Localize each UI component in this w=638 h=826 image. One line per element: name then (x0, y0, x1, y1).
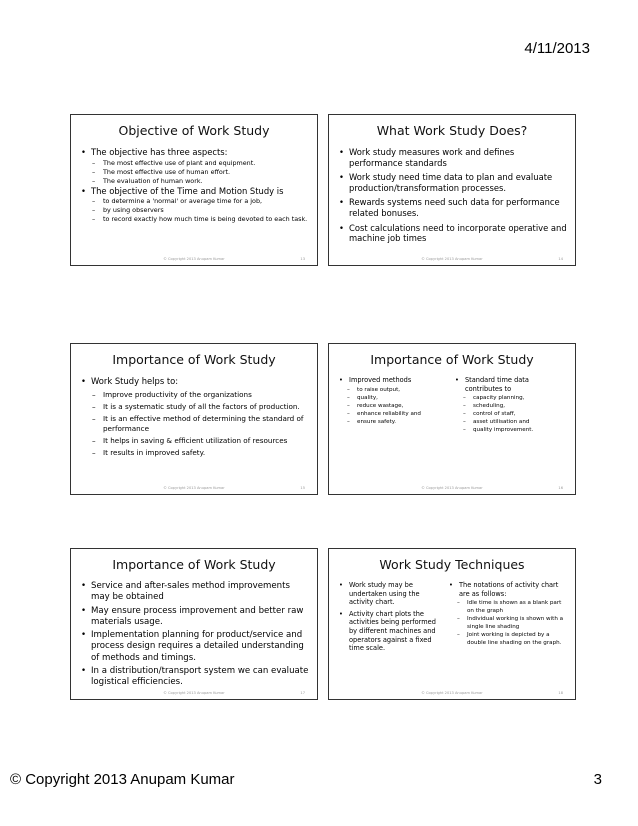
dash-item: – control of staff, (455, 410, 567, 418)
slide-body (339, 376, 567, 434)
slide-title: What Work Study Does? (376, 123, 528, 138)
dash-item: – asset utilisation and (455, 418, 567, 426)
slide-title: Work Study Techniques (379, 557, 525, 572)
bullet-item: • The notations of activity chart are as follows: (449, 581, 567, 598)
bullet-item: • Improved methods (339, 376, 449, 385)
slide-title: Importance of Work Study (370, 352, 534, 367)
slide-importance-of-work-study-2 (328, 343, 576, 495)
slide-number: 17 (300, 691, 305, 695)
page-copyright: © Copyright 2013 Anupam Kumar (10, 771, 235, 788)
slide-work-study-techniques (328, 548, 576, 700)
bullet-item: • Activity chart plots the activities being performed by different machines and operators against a fixed time scale. (339, 610, 443, 653)
slide-footer: © Copyright 2013 Anupam Kumar (163, 486, 225, 490)
slide-column-left (339, 581, 443, 654)
dash-item: – scheduling, (455, 402, 567, 410)
slide-column-right (449, 581, 567, 654)
dash-item: – by using observers (81, 206, 309, 215)
page-number: 3 (593, 771, 602, 788)
slide-number: 15 (300, 486, 305, 490)
slide-body (339, 581, 567, 654)
dash-item: – ensure safety. (339, 418, 449, 426)
bullet-item: • Implementation planning for product/service and process design requires a detailed understanding of methods and timings. (81, 630, 309, 664)
slide-column-left (339, 376, 449, 434)
slide-footer: © Copyright 2013 Anupam Kumar (421, 257, 483, 261)
dash-item: – It is an effective method of determining the standard of performance (81, 414, 309, 434)
dash-item: – The most effective use of plant and equipment. (81, 159, 309, 168)
slide-number: 14 (558, 257, 563, 261)
slide-footer: © Copyright 2013 Anupam Kumar (421, 691, 483, 695)
slide-title: Objective of Work Study (118, 123, 270, 138)
page-date: 4/11/2013 (524, 40, 590, 57)
bullet-item: • Service and after-sales method improvements may be obtained (81, 581, 309, 604)
bullet-item: • Work Study helps to: (81, 376, 309, 387)
slide-column-right (455, 376, 567, 434)
dash-item: – quality improvement. (455, 426, 567, 434)
bullet-item: • The objective of the Time and Motion Study is (81, 186, 309, 197)
bullet-item: • May ensure process improvement and better raw materials usage. (81, 606, 309, 629)
bullet-item: • Standard time data contributes to (455, 376, 567, 393)
slide-number: 13 (300, 257, 305, 261)
slide-footer: © Copyright 2013 Anupam Kumar (421, 486, 483, 490)
dash-item: – to raise output, (339, 386, 449, 394)
bullet-item: • Work study may be undertaken using the activity chart. (339, 581, 443, 607)
slide-footer: © Copyright 2013 Anupam Kumar (163, 691, 225, 695)
dash-item: – The most effective use of human effort. (81, 168, 309, 177)
slide-title: Importance of Work Study (112, 557, 276, 572)
slide-body (81, 147, 309, 224)
dash-item: – It results in improved safety. (81, 448, 309, 458)
dash-item: – reduce wastage, (339, 402, 449, 410)
bullet-item: • In a distribution/transport system we can evaluate logistical efficiencies. (81, 666, 309, 689)
bullet-item: • Rewards systems need such data for performance related bonuses. (339, 197, 567, 218)
dash-item: – Idle time is shown as a blank part on the graph (449, 599, 567, 615)
dash-item: – Improve productivity of the organizations (81, 390, 309, 400)
slide-what-work-study-does (328, 114, 576, 266)
dash-item: – The evaluation of human work. (81, 177, 309, 186)
bullet-item: • Work study need time data to plan and evaluate production/transformation processes. (339, 172, 567, 193)
dash-item: – It is a systematic study of all the factors of production. (81, 402, 309, 412)
slide-footer: © Copyright 2013 Anupam Kumar (163, 257, 225, 261)
bullet-item: • The objective has three aspects: (81, 147, 309, 158)
slide-number: 16 (558, 486, 563, 490)
bullet-item: • Work study measures work and defines performance standards (339, 147, 567, 168)
slide-objective-of-work-study (70, 114, 318, 266)
slide-body (81, 376, 309, 458)
bullet-item: • Cost calculations need to incorporate operative and machine job times (339, 223, 567, 244)
dash-item: – capacity planning, (455, 394, 567, 402)
dash-item: – It helps in saving & efficient utilization of resources (81, 436, 309, 446)
slide-body (339, 147, 567, 245)
dash-item: – to determine a 'normal' or average time for a job, (81, 197, 309, 206)
dash-item: – quality, (339, 394, 449, 402)
slide-title: Importance of Work Study (112, 352, 276, 367)
slide-importance-of-work-study-1 (70, 343, 318, 495)
slide-body (81, 581, 309, 691)
dash-item: – Individual working is shown with a single line shading (449, 615, 567, 631)
dash-item: – Joint working is depicted by a double line shading on the graph. (449, 631, 567, 647)
dash-item: – enhance reliability and (339, 410, 449, 418)
dash-item: – to record exactly how much time is being devoted to each task. (81, 215, 309, 224)
slide-importance-of-work-study-3 (70, 548, 318, 700)
slide-number: 18 (558, 691, 563, 695)
